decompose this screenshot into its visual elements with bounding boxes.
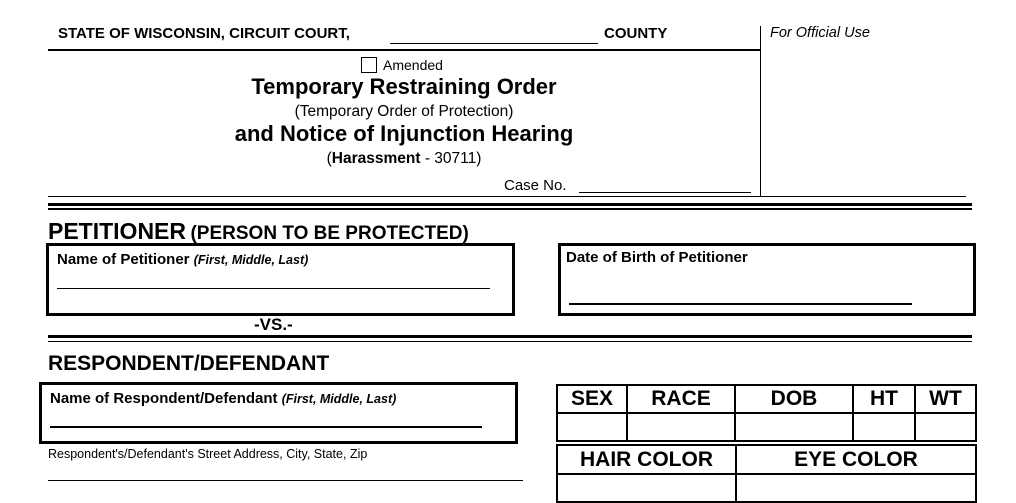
sex-header: SEX	[556, 384, 628, 414]
case-no-label: Case No.	[504, 177, 567, 194]
petitioner-heading-sub: (PERSON TO BE PROTECTED)	[190, 223, 469, 244]
petitioner-name-hint: (First, Middle, Last)	[193, 253, 309, 267]
form-title-line2: and Notice of Injunction Hearing	[234, 121, 574, 146]
petitioner-name-field[interactable]	[57, 288, 490, 289]
race-header: RACE	[626, 384, 736, 414]
section-rule-top-1	[48, 203, 972, 206]
petitioner-dob-field[interactable]	[569, 303, 912, 305]
hair-color-header: HAIR COLOR	[556, 444, 737, 475]
hair-color-field[interactable]	[556, 473, 737, 503]
ht-header: HT	[852, 384, 916, 414]
respondent-name-field[interactable]	[50, 426, 482, 428]
case-type-open: (	[326, 150, 332, 167]
eye-color-field[interactable]	[735, 473, 977, 503]
respondent-name-label	[50, 390, 396, 407]
wt-header: WT	[914, 384, 977, 414]
petitioner-heading-main: PETITIONER	[48, 218, 187, 244]
wt-field[interactable]	[914, 412, 977, 442]
eye-color-header: EYE COLOR	[735, 444, 977, 475]
race-field[interactable]	[626, 412, 736, 442]
section-rule-top-2	[48, 208, 972, 210]
county-name-field[interactable]	[390, 43, 598, 44]
amended-label: Amended	[383, 57, 443, 73]
official-use-label: For Official Use	[770, 25, 870, 41]
court-line: STATE OF WISCONSIN, CIRCUIT COURT,	[58, 25, 350, 42]
dob-header: DOB	[734, 384, 854, 414]
petitioner-name-label-text: Name of Petitioner	[57, 251, 190, 268]
section-rule-mid-1	[48, 335, 972, 338]
case-no-field[interactable]	[579, 192, 751, 193]
respondent-heading: RESPONDENT/DEFENDANT	[48, 352, 330, 375]
vs-label: -VS.-	[254, 315, 293, 334]
title-block-rule	[48, 196, 966, 197]
county-label: COUNTY	[604, 25, 668, 42]
petitioner-name-label	[57, 251, 308, 268]
section-rule-mid-2	[48, 341, 972, 342]
amended-checkbox[interactable]	[361, 57, 377, 73]
case-type-code: - 30711)	[420, 150, 482, 167]
case-type	[204, 150, 604, 168]
official-use-divider	[760, 26, 761, 196]
respondent-name-label-text: Name of Respondent/Defendant	[50, 390, 278, 407]
respondent-address-label: Respondent's/Defendant's Street Address, City, State, Zip	[48, 447, 368, 461]
petitioner-dob-label: Date of Birth of Petitioner	[566, 249, 748, 266]
respondent-name-hint: (First, Middle, Last)	[281, 392, 397, 406]
dob-field[interactable]	[734, 412, 854, 442]
form-title: Temporary Restraining Order	[251, 74, 557, 99]
petitioner-heading	[48, 218, 469, 245]
form-subtitle: (Temporary Order of Protection)	[294, 103, 514, 120]
ht-field[interactable]	[852, 412, 916, 442]
respondent-address-field[interactable]	[48, 480, 523, 481]
header-rule	[48, 49, 760, 51]
case-type-name: Harassment	[331, 150, 421, 167]
sex-field[interactable]	[556, 412, 628, 442]
